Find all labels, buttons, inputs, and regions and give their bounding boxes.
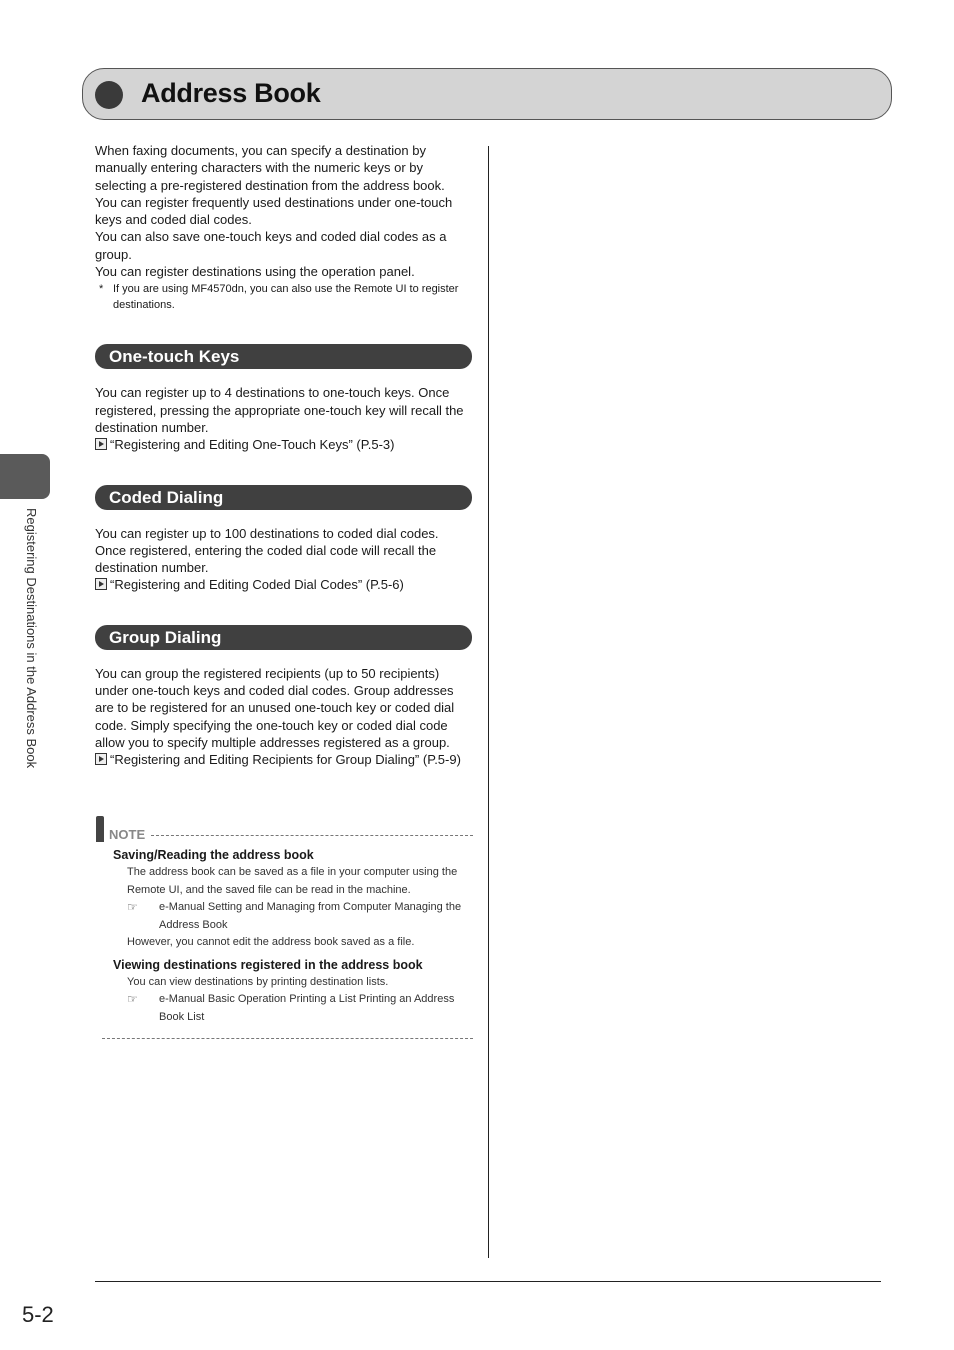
page-title: Address Book <box>141 78 321 108</box>
section-body-one-touch: You can register up to 4 destinations to one-touch keys. Once registered, pressing the appropriate one-touch key will recall the destination number. <box>95 385 464 435</box>
intro-paragraph-2: You can register frequently used destinations under one-touch keys and coded dial codes. <box>95 194 453 228</box>
chapter-side-label: Registering Destinations in the Address Book <box>24 508 39 769</box>
ref-text: “Registering and Editing Coded Dial Codes” (P.5-6) <box>110 577 404 593</box>
note-item-2-title: Viewing destinations registered in the address book <box>113 957 423 972</box>
note-item-2-text: You can view destinations by printing destination lists. <box>127 975 389 988</box>
section-heading-coded-dialing: Coded Dialing <box>95 485 472 510</box>
bullet-circle-icon <box>95 81 123 109</box>
footer-rule <box>95 1281 881 1282</box>
note-item-1-text: The address book can be saved as a file in your computer using the Remote UI, and the saved file can be read in the machine. <box>127 866 458 896</box>
title-bar <box>82 68 892 120</box>
section-body-coded-dialing: You can register up to 100 destinations to coded dial codes. Once registered, entering the coded dial code will recall the destination number. <box>95 525 439 576</box>
intro-paragraph-4: You can register destinations using the operation panel. <box>95 264 415 280</box>
footnote-text: If you are using MF4570dn, you can also use the Remote UI to register destinations. <box>113 283 459 311</box>
intro-paragraph-3: You can also save one-touch keys and coded dial codes as a group. <box>95 229 447 262</box>
arrow-right-icon <box>95 578 107 590</box>
section-body-group-dialing: You can group the registered recipients (up to 50 recipients) under one-touch keys and coded dial codes. Group addresses are to be registered for an unused one-touch key or coded dial code. Simply specifying the one-touch key or coded dial code allow you to specify multiple addresses registered as a group. <box>95 665 455 750</box>
note-ref-text: e-Manual Setting and Managing from Computer Managing the Address Book <box>159 901 462 931</box>
section-heading-one-touch: One-touch Keys <box>95 344 472 369</box>
note-end-divider <box>102 1038 473 1039</box>
intro-paragraph-1: When faxing documents, you can specify a destination by manually entering characters with the numeric keys or by selecting a pre-registered destination from the address book. <box>95 143 445 193</box>
note-item-1-title: Saving/Reading the address book <box>113 848 314 862</box>
ref-link-one-touch[interactable] <box>95 436 473 453</box>
note-box <box>95 812 473 1026</box>
pointing-hand-icon: ☞ <box>127 992 138 1006</box>
ref-link-group-dialing[interactable] <box>95 751 473 768</box>
pencil-icon <box>96 816 104 842</box>
ref-link-coded-dialing[interactable] <box>95 576 473 593</box>
note-label: NOTE <box>109 827 146 842</box>
note-item-1-ref[interactable] <box>127 899 473 934</box>
note-ref-text: e-Manual Basic Operation Printing a List Printing an Address Book List <box>159 993 455 1023</box>
left-column <box>95 142 473 769</box>
note-header <box>95 812 473 842</box>
ref-text: “Registering and Editing Recipients for Group Dialing” (P.5-9) <box>110 752 461 768</box>
note-divider <box>151 835 473 836</box>
page-number: 5-2 <box>22 1302 54 1327</box>
arrow-right-icon <box>95 753 107 765</box>
chapter-tab <box>0 454 50 499</box>
pointing-hand-icon: ☞ <box>127 900 138 914</box>
note-item-1-after: However, you cannot edit the address book saved as a file. <box>127 936 415 948</box>
footnote-mark: * <box>99 283 104 296</box>
section-heading-group-dialing: Group Dialing <box>95 625 472 650</box>
ref-text: “Registering and Editing One-Touch Keys” (P.5-3) <box>110 437 395 453</box>
intro-footnote <box>95 282 473 313</box>
arrow-right-icon <box>95 438 107 450</box>
column-divider <box>488 146 489 1258</box>
note-item-2-ref[interactable] <box>127 991 473 1026</box>
